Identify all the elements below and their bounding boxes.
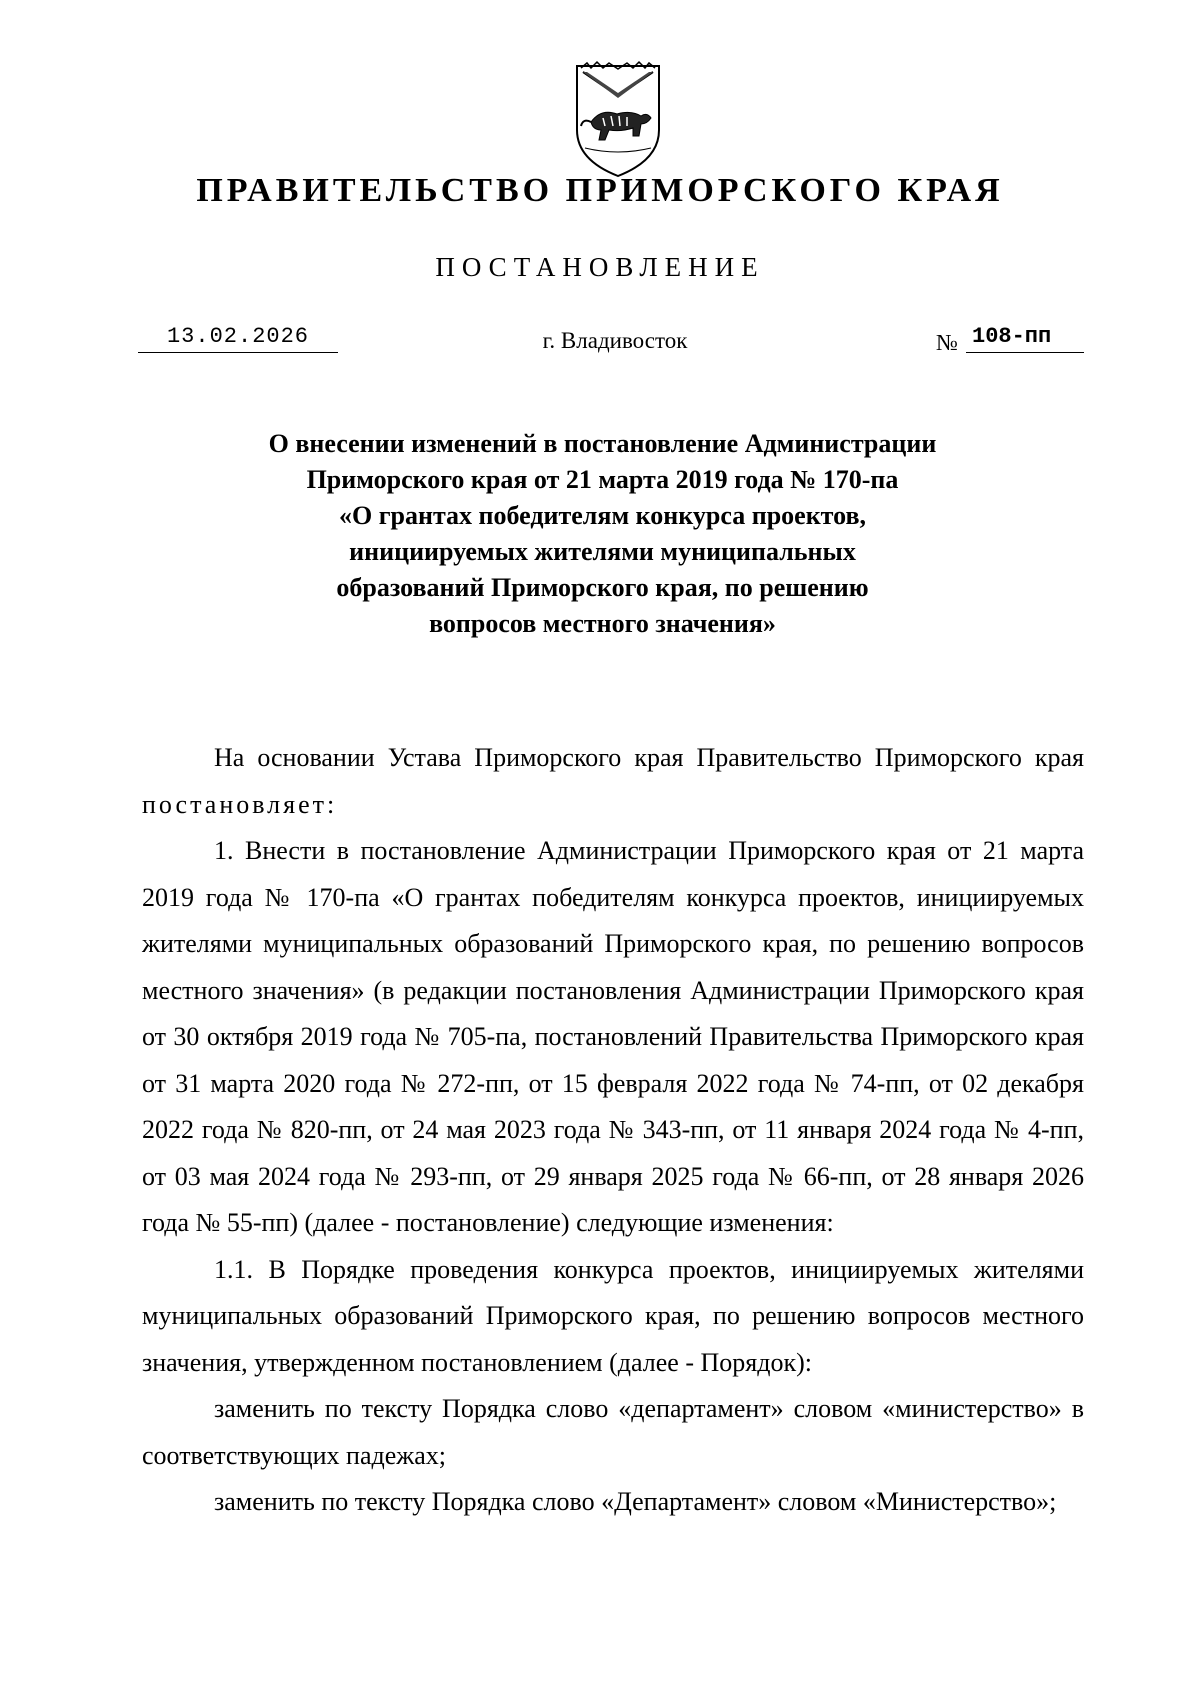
- document-subject: [200, 426, 1005, 642]
- number-sign: №: [936, 330, 958, 355]
- item-1-paragraph: 1. Внести в постановление Администрации Приморского края от 21 марта 2019 года № 170-па «О грантах победителям конкурса проектов, инициируемых жителями муниципальных образований Приморского края, по решению вопросов местного значения» (в редакции постановления Администрации Приморского края от 30 октября 2019 года № 705-па, постановлений Правительства Приморского края от 31 марта 2020 года № 272-пп, от 15 февраля 2022 года № 74-пп, от 02 декабря 2022 года № 820-пп, от 24 мая 2023 года № 343-пп, от 11 января 2024 года № 4-пп, от 03 мая 2024 года № 293-пп, от 29 января 2025 года № 66-пп, от 28 января 2026 года № 55-пп) (далее - постановление) следующие изменения:: [142, 836, 1084, 1237]
- subject-line: О внесении изменений в постановление Администрации: [268, 429, 937, 458]
- subject-line: вопросов местного значения»: [429, 609, 776, 638]
- document-type: ПОСТАНОВЛЕНИЕ: [435, 252, 765, 282]
- subject-line: инициируемых жителями муниципальных: [349, 537, 856, 566]
- preamble-text: На основании Устава Приморского края Правительство Приморского края: [214, 743, 1084, 772]
- resolves-word: постановляет:: [142, 789, 338, 819]
- document-city: г. Владивосток: [542, 328, 688, 353]
- document-date: 13.02.2026: [166, 324, 310, 349]
- document-number: 108-пп: [972, 324, 1052, 349]
- subject-line: «О грантах победителям конкурса проектов,: [338, 501, 867, 530]
- change-2-paragraph: заменить по тексту Порядка слово «Департамент» словом «Министерство»;: [214, 1487, 1057, 1516]
- number-underline: [966, 352, 1084, 353]
- coat-of-arms-emblem: [573, 60, 663, 180]
- subject-line: образований Приморского края, по решению: [336, 573, 869, 602]
- government-title: ПРАВИТЕЛЬСТВО ПРИМОРСКОГО КРАЯ: [196, 172, 1004, 209]
- subject-line: Приморского края от 21 марта 2019 года № 170-па: [306, 465, 899, 494]
- item-1-1-paragraph: 1.1. В Порядке проведения конкурса проектов, инициируемых жителями муниципальных образований Приморского края, по решению вопросов местного значения, утвержденном постановлением (далее - Порядок):: [142, 1254, 1084, 1377]
- change-1-paragraph: заменить по тексту Порядка слово «департамент» словом «министерство» в соответствующих падежах;: [142, 1394, 1084, 1470]
- document-body: [142, 735, 1084, 1526]
- preamble-paragraph: [142, 735, 1084, 828]
